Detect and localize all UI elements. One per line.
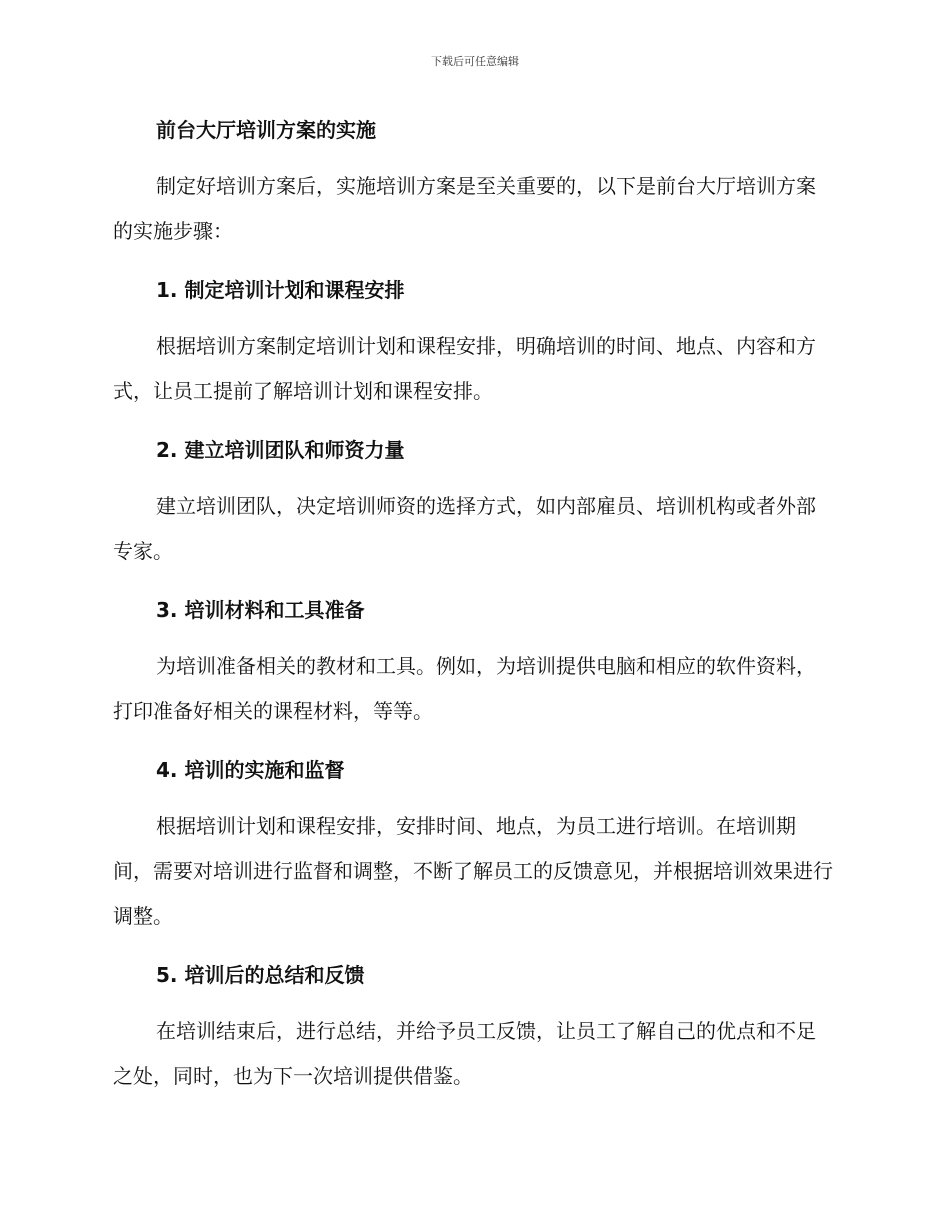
section-heading-3: 3. 培训材料和工具准备 <box>156 598 365 622</box>
section-heading-1: 1. 制定培训计划和课程安排 <box>156 278 405 302</box>
section-body-2: 建立培训团队，决定培训师资的选择方式，如内部雇员、培训机构或者外部专家。 <box>113 494 816 563</box>
section-body-3: 为培训准备相关的教材和工具。例如，为培训提供电脑和相应的软件资料，打印准备好相关的课程材料，等等。 <box>113 654 816 723</box>
section-heading-4: 4. 培训的实施和监督 <box>156 758 345 782</box>
document-body <box>113 108 833 1113</box>
document-title: 前台大厅培训方案的实施 <box>156 118 376 142</box>
section-heading-2: 2. 建立培训团队和师资力量 <box>156 438 405 462</box>
section-heading-5: 5. 培训后的总结和反馈 <box>156 963 365 987</box>
intro-paragraph: 制定好培训方案后，实施培训方案是至关重要的，以下是前台大厅培训方案的实施步骤： <box>113 174 816 243</box>
section-body-4: 根据培训计划和课程安排，安排时间、地点，为员工进行培训。在培训期间，需要对培训进行监督和调整，不断了解员工的反馈意见，并根据培训效果进行调整。 <box>113 814 833 928</box>
header-note: 下载后可任意编辑 <box>431 55 519 68</box>
section-body-5: 在培训结束后，进行总结，并给予员工反馈，让员工了解自己的优点和不足之处，同时，也为下一次培训提供借鉴。 <box>113 1019 816 1088</box>
section-body-1: 根据培训方案制定培训计划和课程安排，明确培训的时间、地点、内容和方式，让员工提前了解培训计划和课程安排。 <box>113 334 816 403</box>
